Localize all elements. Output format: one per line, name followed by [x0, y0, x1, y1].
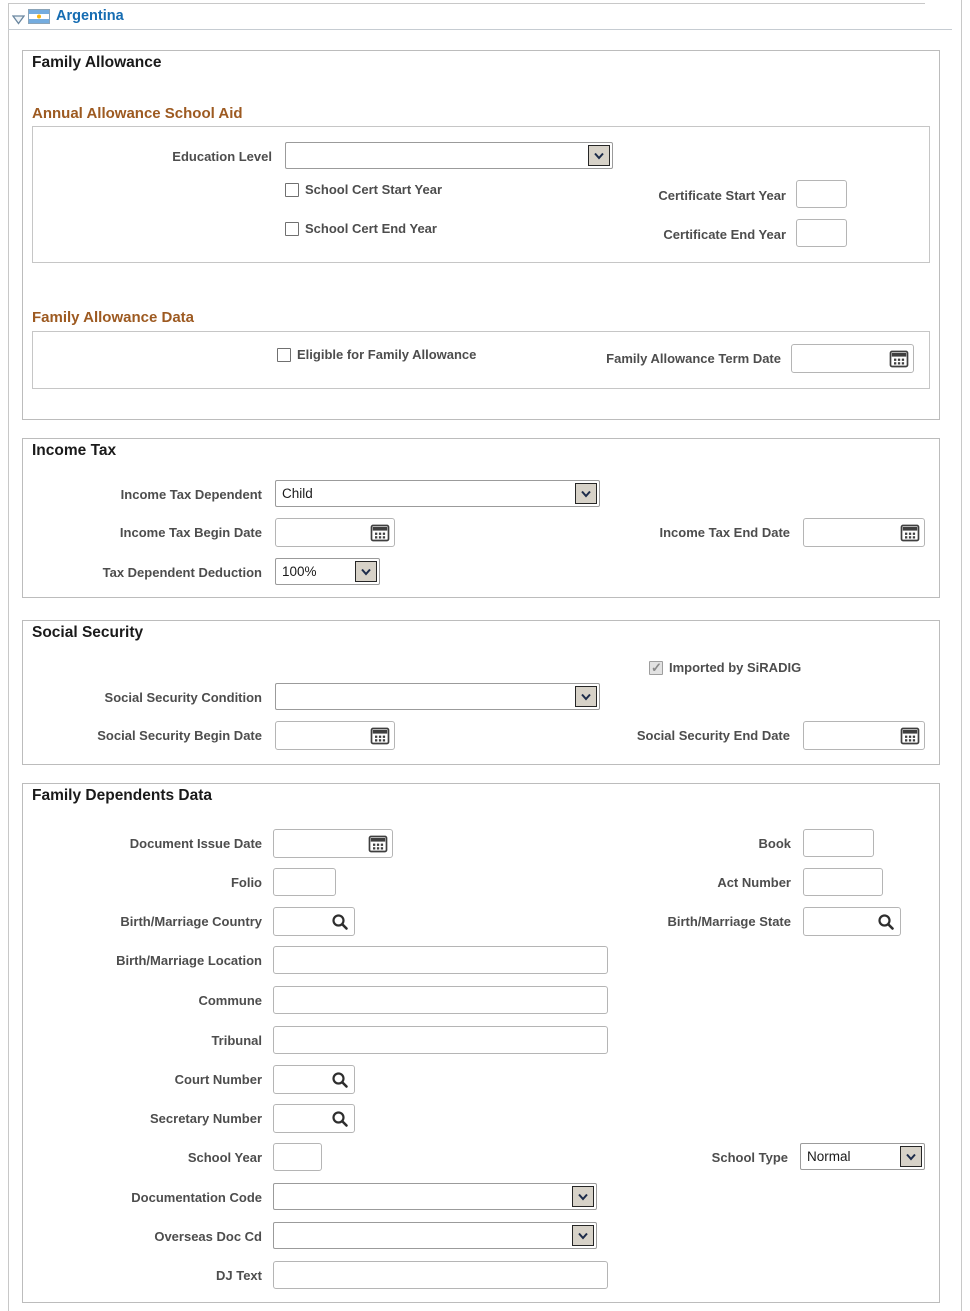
social-security-title: Social Security: [32, 624, 144, 641]
income-tax-end-date-field: [803, 518, 925, 547]
court-number-label: Court Number: [174, 1072, 262, 1087]
overseas-doc-cd-select[interactable]: [273, 1222, 597, 1249]
folio-input[interactable]: [273, 868, 336, 896]
tribunal-input[interactable]: [273, 1026, 608, 1054]
chevron-down-icon[interactable]: [572, 1186, 594, 1207]
family-allowance-data-heading: Family Allowance Data: [32, 309, 194, 326]
act-number-label: Act Number: [717, 875, 791, 890]
calendar-icon[interactable]: [369, 522, 391, 544]
dj-text-label: DJ Text: [216, 1268, 262, 1283]
secretary-number-input[interactable]: [274, 1105, 326, 1132]
family-allowance-term-date-field: [791, 344, 914, 373]
income-tax-begin-date-input[interactable]: [276, 519, 366, 546]
birth-marriage-location-input[interactable]: [273, 946, 608, 974]
social-security-end-date-field: [803, 721, 925, 750]
calendar-icon[interactable]: [888, 348, 910, 370]
income-tax-begin-date-field: [275, 518, 395, 547]
calendar-icon[interactable]: [899, 522, 921, 544]
school-cert-end-year-label: School Cert End Year: [305, 221, 437, 236]
eligible-family-allowance-checkbox[interactable]: [277, 348, 291, 362]
documentation-code-select[interactable]: [273, 1183, 597, 1210]
income-tax-dependent-select[interactable]: [275, 480, 600, 507]
tax-dependent-deduction-label: Tax Dependent Deduction: [102, 565, 262, 580]
document-issue-date-input[interactable]: [274, 830, 364, 857]
certificate-start-year-label: Certificate Start Year: [658, 188, 786, 203]
social-security-begin-date-input[interactable]: [276, 722, 366, 749]
chevron-down-icon[interactable]: [355, 561, 377, 582]
argentina-flag-icon: [28, 9, 50, 29]
chevron-down-icon[interactable]: [575, 483, 597, 504]
overseas-doc-cd-label: Overseas Doc Cd: [154, 1229, 262, 1244]
birth-marriage-state-input[interactable]: [804, 908, 872, 935]
family-allowance-title: Family Allowance: [32, 54, 162, 71]
birth-marriage-country-label: Birth/Marriage Country: [120, 914, 262, 929]
income-tax-begin-date-label: Income Tax Begin Date: [119, 525, 262, 540]
family-allowance-term-date-input[interactable]: [792, 345, 885, 372]
birth-marriage-location-label: Birth/Marriage Location: [116, 953, 262, 968]
school-cert-start-year-label: School Cert Start Year: [305, 182, 443, 197]
birth-marriage-state-field: [803, 907, 901, 936]
imported-by-siradig-label: Imported by SiRADIG: [669, 660, 802, 675]
certificate-end-year-input[interactable]: [796, 219, 847, 247]
social-security-end-date-input[interactable]: [804, 722, 896, 749]
tax-dependent-deduction-value: 100%: [282, 564, 317, 579]
social-security-begin-date-label: Social Security Begin Date: [97, 728, 262, 743]
commune-label: Commune: [198, 993, 262, 1008]
certificate-end-year-label: Certificate End Year: [663, 227, 786, 242]
secretary-number-label: Secretary Number: [150, 1111, 262, 1126]
chevron-down-icon[interactable]: [900, 1146, 922, 1167]
document-issue-date-field: [273, 829, 393, 858]
secretary-number-field: [273, 1104, 355, 1133]
annual-allowance-school-aid-heading: Annual Allowance School Aid: [32, 105, 243, 122]
court-number-field: [273, 1065, 355, 1094]
birth-marriage-state-label: Birth/Marriage State: [667, 914, 791, 929]
search-icon[interactable]: [329, 911, 351, 933]
income-tax-end-date-label: Income Tax End Date: [659, 525, 790, 540]
school-type-value: Normal: [807, 1149, 851, 1164]
header-underline: [8, 29, 952, 30]
right-frame-border: [961, 0, 962, 1311]
certificate-start-year-input[interactable]: [796, 180, 847, 208]
tax-dependent-deduction-select[interactable]: [275, 558, 380, 585]
eligible-family-allowance-label: Eligible for Family Allowance: [297, 347, 477, 362]
school-cert-start-year-checkbox[interactable]: [285, 183, 299, 197]
search-icon[interactable]: [875, 911, 897, 933]
birth-marriage-country-input[interactable]: [274, 908, 326, 935]
school-year-label: School Year: [187, 1150, 262, 1165]
school-type-select[interactable]: [800, 1143, 925, 1170]
left-frame-border: [8, 3, 9, 1311]
income-tax-title: Income Tax: [32, 442, 117, 459]
document-issue-date-label: Document Issue Date: [129, 836, 262, 851]
book-input[interactable]: [803, 829, 874, 857]
dj-text-input[interactable]: [273, 1261, 608, 1289]
family-allowance-term-date-label: Family Allowance Term Date: [606, 351, 781, 366]
section-title-argentina[interactable]: Argentina: [56, 8, 124, 24]
calendar-icon[interactable]: [899, 725, 921, 747]
social-security-condition-label: Social Security Condition: [104, 690, 262, 705]
collapse-triangle-icon[interactable]: [12, 12, 25, 30]
education-level-label: Education Level: [172, 149, 272, 164]
income-tax-dependent-label: Income Tax Dependent: [120, 487, 262, 502]
search-icon[interactable]: [329, 1108, 351, 1130]
book-label: Book: [758, 836, 791, 851]
act-number-input[interactable]: [803, 868, 883, 896]
calendar-icon[interactable]: [369, 725, 391, 747]
social-security-condition-select[interactable]: [275, 683, 600, 710]
income-tax-dependent-value: Child: [282, 486, 313, 501]
family-dependents-title: Family Dependents Data: [32, 787, 213, 804]
folio-label: Folio: [230, 875, 262, 890]
calendar-icon[interactable]: [367, 833, 389, 855]
school-year-input[interactable]: [273, 1143, 322, 1171]
search-icon[interactable]: [329, 1069, 351, 1091]
school-type-label: School Type: [711, 1150, 788, 1165]
school-cert-end-year-checkbox[interactable]: [285, 222, 299, 236]
birth-marriage-country-field: [273, 907, 355, 936]
chevron-down-icon[interactable]: [575, 686, 597, 707]
imported-by-siradig-checkbox: [649, 661, 663, 675]
education-level-select[interactable]: [285, 142, 613, 169]
income-tax-end-date-input[interactable]: [804, 519, 896, 546]
chevron-down-icon[interactable]: [588, 145, 610, 166]
top-divider: [8, 3, 925, 4]
documentation-code-label: Documentation Code: [131, 1190, 262, 1205]
social-security-end-date-label: Social Security End Date: [636, 728, 790, 743]
commune-input[interactable]: [273, 986, 608, 1014]
social-security-begin-date-field: [275, 721, 395, 750]
court-number-input[interactable]: [274, 1066, 326, 1093]
chevron-down-icon[interactable]: [572, 1225, 594, 1246]
tribunal-label: Tribunal: [211, 1033, 262, 1048]
